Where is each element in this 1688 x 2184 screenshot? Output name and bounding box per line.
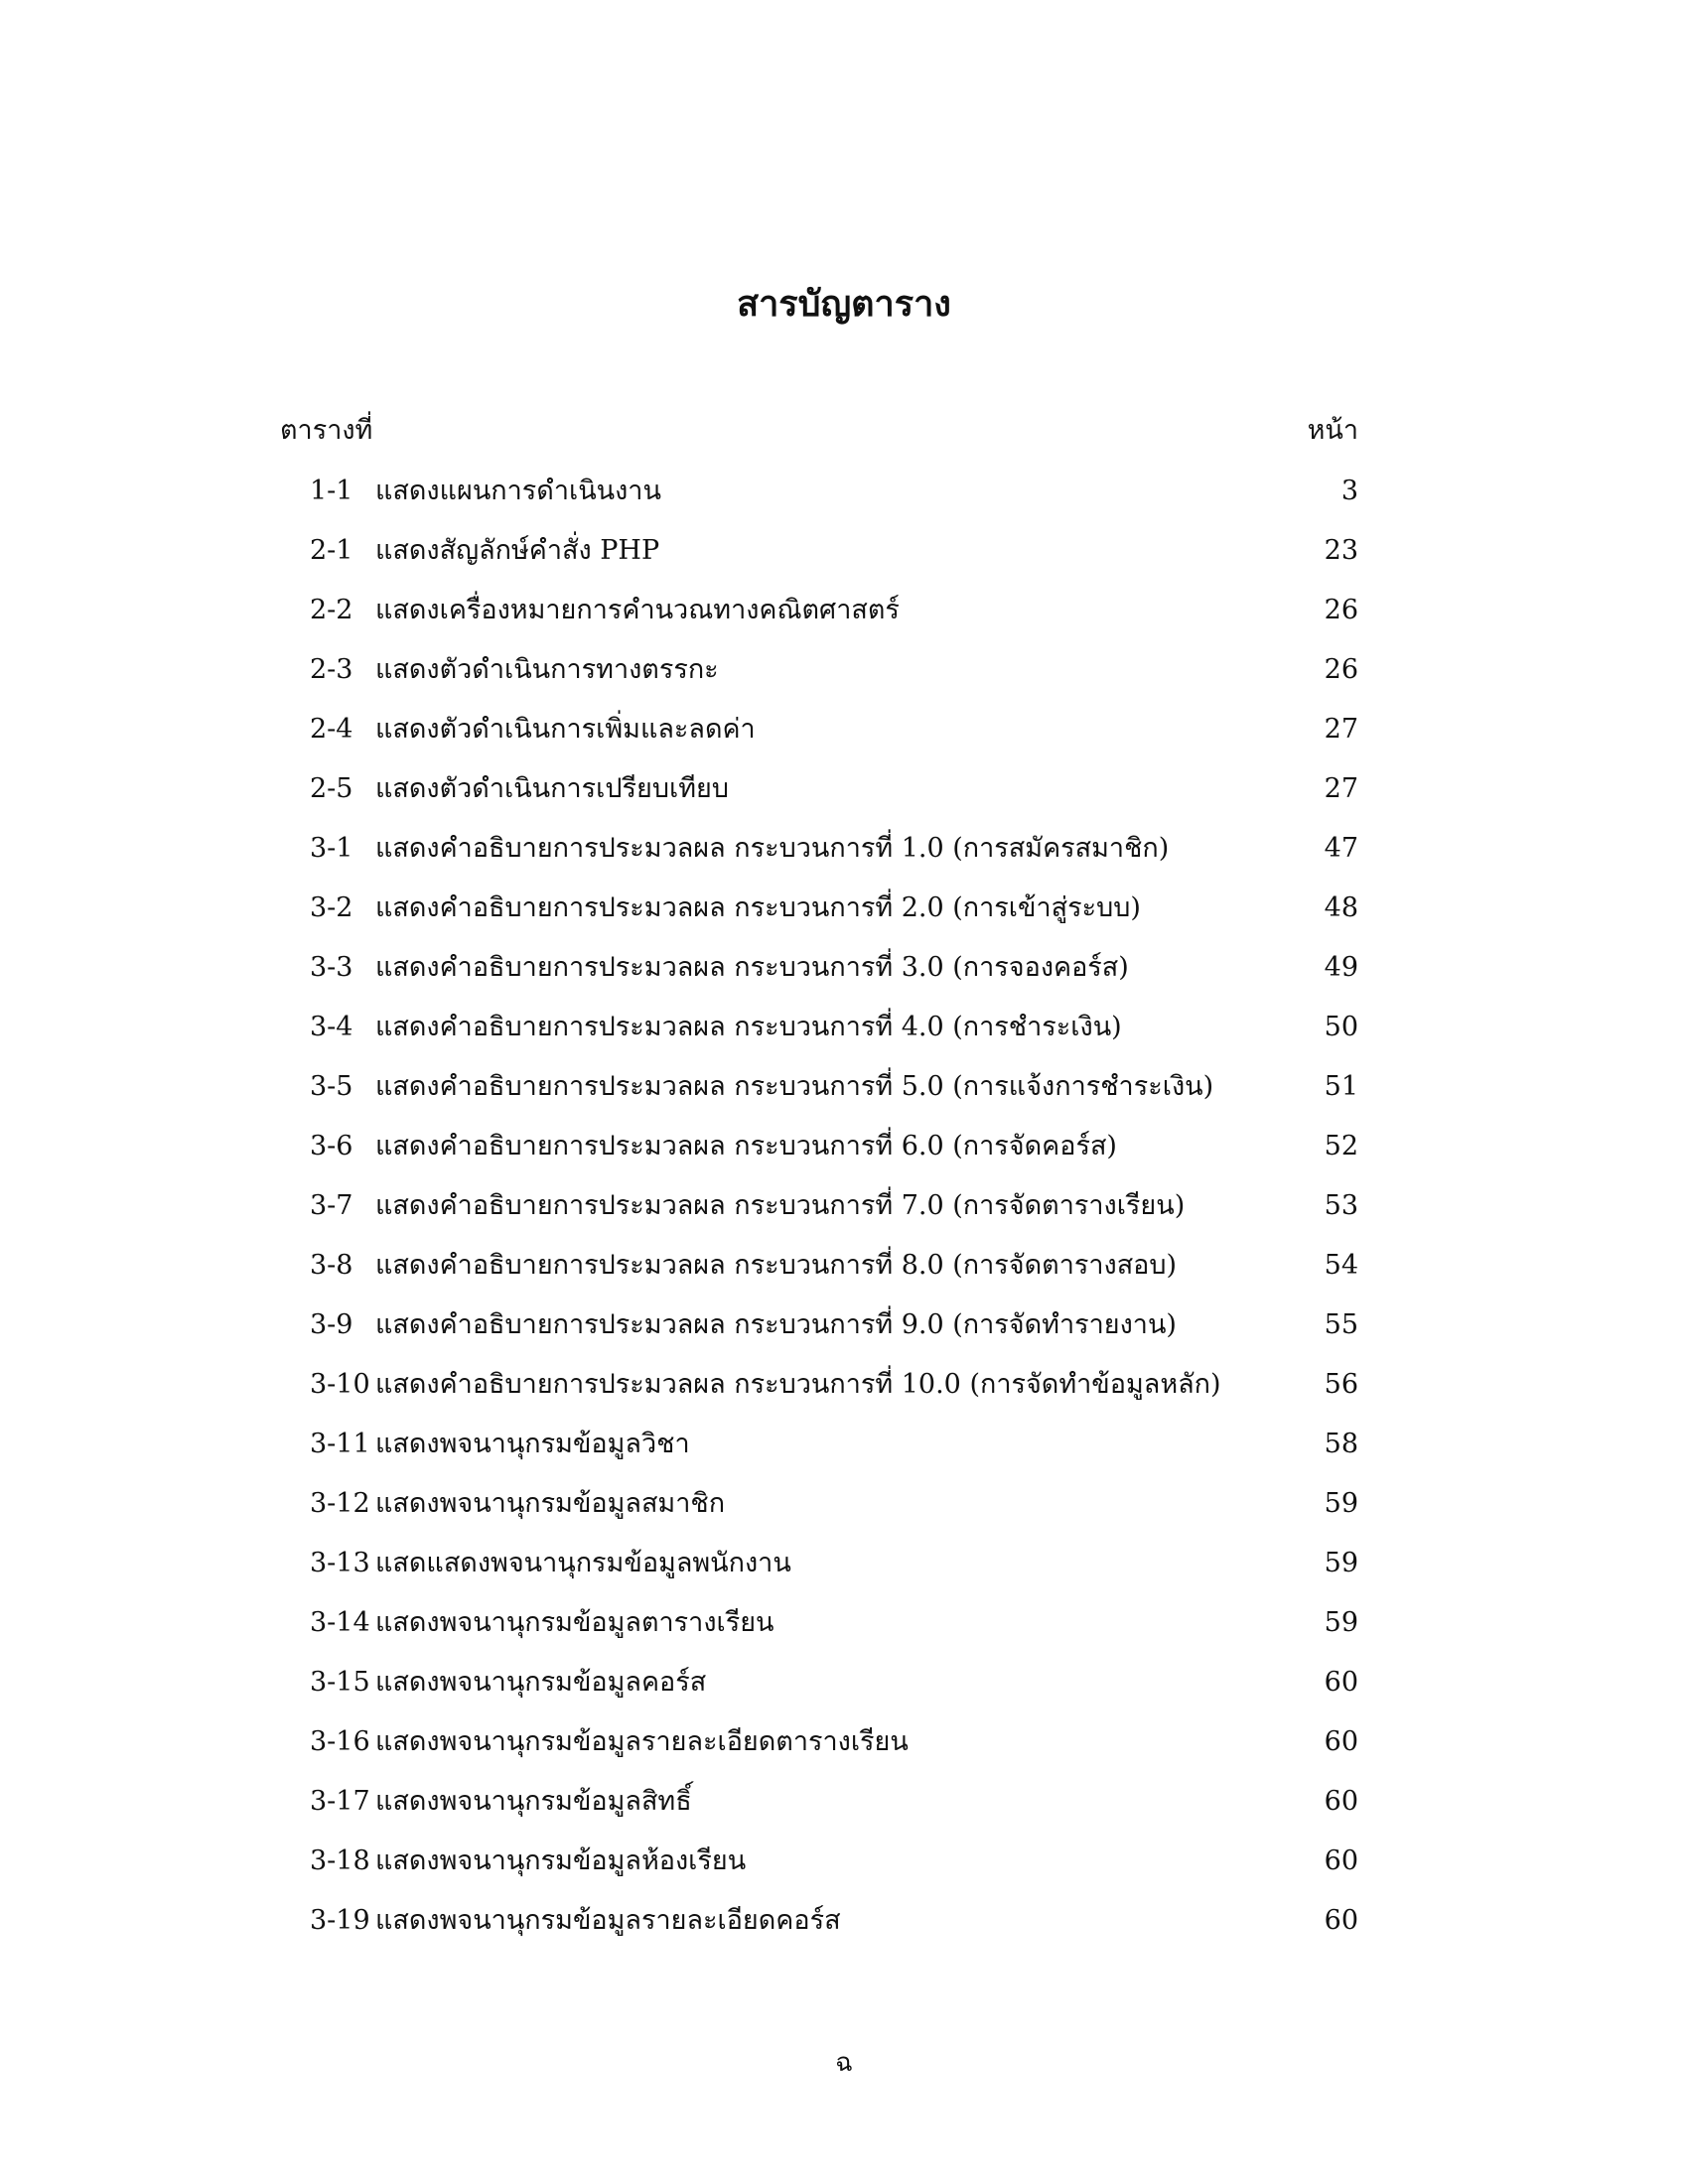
toc-entry-description: แสดงพจนานุกรมข้อมูลตารางเรียน	[375, 1607, 774, 1638]
toc-entry-page: 48	[1324, 892, 1358, 923]
toc-entry-page: 60	[1324, 1726, 1358, 1757]
toc-entry	[310, 1360, 1358, 1420]
page-footer-number: ฉ	[835, 2048, 853, 2078]
toc-entry-number: 3-15	[310, 1667, 370, 1698]
toc-entry	[310, 1122, 1358, 1181]
toc-entry	[310, 645, 1358, 705]
toc-entry	[310, 586, 1358, 645]
toc-entry-page: 47	[1324, 833, 1358, 864]
toc-entry-description: แสดงคำอธิบายการประมวลผล กระบวนการที่ 1.0 (การสมัครสมาชิก)	[375, 833, 1170, 864]
toc-entry-number: 2-4	[310, 714, 353, 745]
table-of-tables-list	[310, 467, 1358, 1956]
toc-entry	[310, 1300, 1358, 1360]
toc-entry-page: 27	[1324, 714, 1358, 745]
toc-entry	[310, 1717, 1358, 1777]
toc-entry-description: แสดงคำอธิบายการประมวลผล กระบวนการที่ 2.0 (การเข้าสู่ระบบ)	[375, 892, 1141, 923]
toc-entry-description: แสดงตัวดำเนินการเพิ่มและลดค่า	[375, 714, 756, 745]
toc-entry-page: 27	[1324, 773, 1358, 804]
toc-entry-page: 60	[1324, 1786, 1358, 1817]
toc-entry-number: 3-19	[310, 1905, 370, 1936]
toc-entry-number: 3-12	[310, 1488, 370, 1519]
toc-entry-number: 3-5	[310, 1071, 353, 1102]
toc-entry-description: แสดงสัญลักษ์คำสั่ง PHP	[375, 535, 660, 566]
toc-entry-description: แสดงคำอธิบายการประมวลผล กระบวนการที่ 10.0 (การจัดทำข้อมูลหลัก)	[375, 1369, 1221, 1400]
toc-entry	[310, 1181, 1358, 1241]
toc-entry-page: 3	[1340, 476, 1358, 506]
toc-entry-description: แสดงคำอธิบายการประมวลผล กระบวนการที่ 4.0 (การชำระเงิน)	[375, 1012, 1122, 1042]
toc-entry-number: 3-6	[310, 1131, 353, 1161]
toc-entry-number: 2-5	[310, 773, 353, 804]
toc-entry	[310, 1420, 1358, 1479]
toc-entry-page: 58	[1324, 1429, 1358, 1459]
toc-entry-number: 3-14	[310, 1607, 370, 1638]
toc-entry-number: 3-13	[310, 1548, 370, 1578]
toc-entry	[310, 764, 1358, 824]
toc-entry-number: 3-4	[310, 1012, 353, 1042]
toc-entry	[310, 705, 1358, 764]
toc-entry	[310, 1479, 1358, 1539]
toc-entry	[310, 1539, 1358, 1598]
toc-entry	[310, 1598, 1358, 1658]
toc-entry-number: 2-1	[310, 535, 353, 566]
toc-entry-page: 53	[1324, 1190, 1358, 1221]
toc-entry-number: 3-10	[310, 1369, 370, 1400]
toc-entry	[310, 824, 1358, 884]
table-number-heading: ตารางที่	[280, 415, 373, 446]
toc-entry-description: แสดงพจนานุกรมข้อมูลวิชา	[375, 1429, 690, 1459]
toc-entry-description: แสดงตัวดำเนินการเปรียบเทียบ	[375, 773, 729, 804]
page-number-heading: หน้า	[1307, 415, 1358, 446]
toc-entry-description: แสดงเครื่องหมายการคำนวณทางคณิตศาสตร์	[375, 595, 900, 625]
toc-entry-description: แสดงพจนานุกรมข้อมูลห้องเรียน	[375, 1845, 747, 1876]
toc-entry-description: แสดงพจนานุกรมข้อมูลสมาชิก	[375, 1488, 726, 1519]
toc-entry-page: 51	[1324, 1071, 1358, 1102]
toc-entry-description: แสดงพจนานุกรมข้อมูลรายละเอียดคอร์ส	[375, 1905, 841, 1936]
toc-entry	[310, 1777, 1358, 1837]
toc-entry-number: 3-2	[310, 892, 353, 923]
toc-entry	[310, 943, 1358, 1003]
toc-entry-page: 54	[1324, 1250, 1358, 1281]
toc-entry-description: แสดงคำอธิบายการประมวลผล กระบวนการที่ 6.0 (การจัดคอร์ส)	[375, 1131, 1117, 1161]
toc-entry-page: 60	[1324, 1845, 1358, 1876]
toc-entry	[310, 1658, 1358, 1717]
toc-entry-description: แสดงคำอธิบายการประมวลผล กระบวนการที่ 7.0 (การจัดตารางเรียน)	[375, 1190, 1186, 1221]
toc-entry-number: 3-1	[310, 833, 353, 864]
toc-entry	[310, 1062, 1358, 1122]
toc-entry	[310, 526, 1358, 586]
toc-entry-page: 52	[1324, 1131, 1358, 1161]
toc-entry-page: 49	[1324, 952, 1358, 983]
toc-entry-description: แสดงคำอธิบายการประมวลผล กระบวนการที่ 3.0 (การจองคอร์ส)	[375, 952, 1129, 983]
toc-entry-page: 60	[1324, 1667, 1358, 1698]
toc-entry-page: 55	[1324, 1309, 1358, 1340]
toc-entry-page: 59	[1324, 1607, 1358, 1638]
toc-entry-page: 59	[1324, 1548, 1358, 1578]
toc-entry-description: แสดงตัวดำเนินการทางตรรกะ	[375, 654, 719, 685]
toc-entry	[310, 1003, 1358, 1062]
toc-entry-number: 3-11	[310, 1429, 370, 1459]
toc-entry-page: 56	[1324, 1369, 1358, 1400]
toc-entry-number: 2-2	[310, 595, 353, 625]
toc-entry	[310, 1241, 1358, 1300]
toc-entry-number: 3-7	[310, 1190, 353, 1221]
toc-entry-number: 3-16	[310, 1726, 370, 1757]
toc-entry-description: แสดงพจนานุกรมข้อมูลสิทธิ์	[375, 1786, 692, 1817]
toc-entry-description: แสดงแผนการดำเนินงาน	[375, 476, 661, 506]
toc-entry-description: แสดงคำอธิบายการประมวลผล กระบวนการที่ 9.0 (การจัดทำรายงาน)	[375, 1309, 1177, 1340]
toc-entry	[310, 467, 1358, 526]
toc-entry	[310, 884, 1358, 943]
toc-entry-number: 3-3	[310, 952, 353, 983]
toc-entry-page: 26	[1324, 654, 1358, 685]
toc-entry	[310, 1837, 1358, 1896]
toc-entry-page: 59	[1324, 1488, 1358, 1519]
toc-entry-description: แสดแสดงพจนานุกรมข้อมูลพนักงาน	[375, 1548, 791, 1578]
toc-entry	[310, 1896, 1358, 1956]
toc-entry-number: 2-3	[310, 654, 353, 685]
page-title: สารบัญตาราง	[737, 284, 951, 325]
toc-entry-page: 60	[1324, 1905, 1358, 1936]
toc-entry-description: แสดงคำอธิบายการประมวลผล กระบวนการที่ 8.0 (การจัดตารางสอบ)	[375, 1250, 1178, 1281]
toc-entry-page: 50	[1324, 1012, 1358, 1042]
toc-entry-number: 3-8	[310, 1250, 353, 1281]
toc-entry-description: แสดงพจนานุกรมข้อมูลคอร์ส	[375, 1667, 707, 1698]
toc-entry-number: 3-17	[310, 1786, 370, 1817]
toc-entry-number: 1-1	[310, 476, 353, 506]
toc-entry-page: 23	[1324, 535, 1358, 566]
toc-entry-description: แสดงคำอธิบายการประมวลผล กระบวนการที่ 5.0 (การแจ้งการชำระเงิน)	[375, 1071, 1214, 1102]
toc-entry-number: 3-9	[310, 1309, 353, 1340]
toc-entry-number: 3-18	[310, 1845, 370, 1876]
toc-entry-page: 26	[1324, 595, 1358, 625]
toc-entry-description: แสดงพจนานุกรมข้อมูลรายละเอียดตารางเรียน	[375, 1726, 909, 1757]
toc-header	[280, 407, 1358, 455]
